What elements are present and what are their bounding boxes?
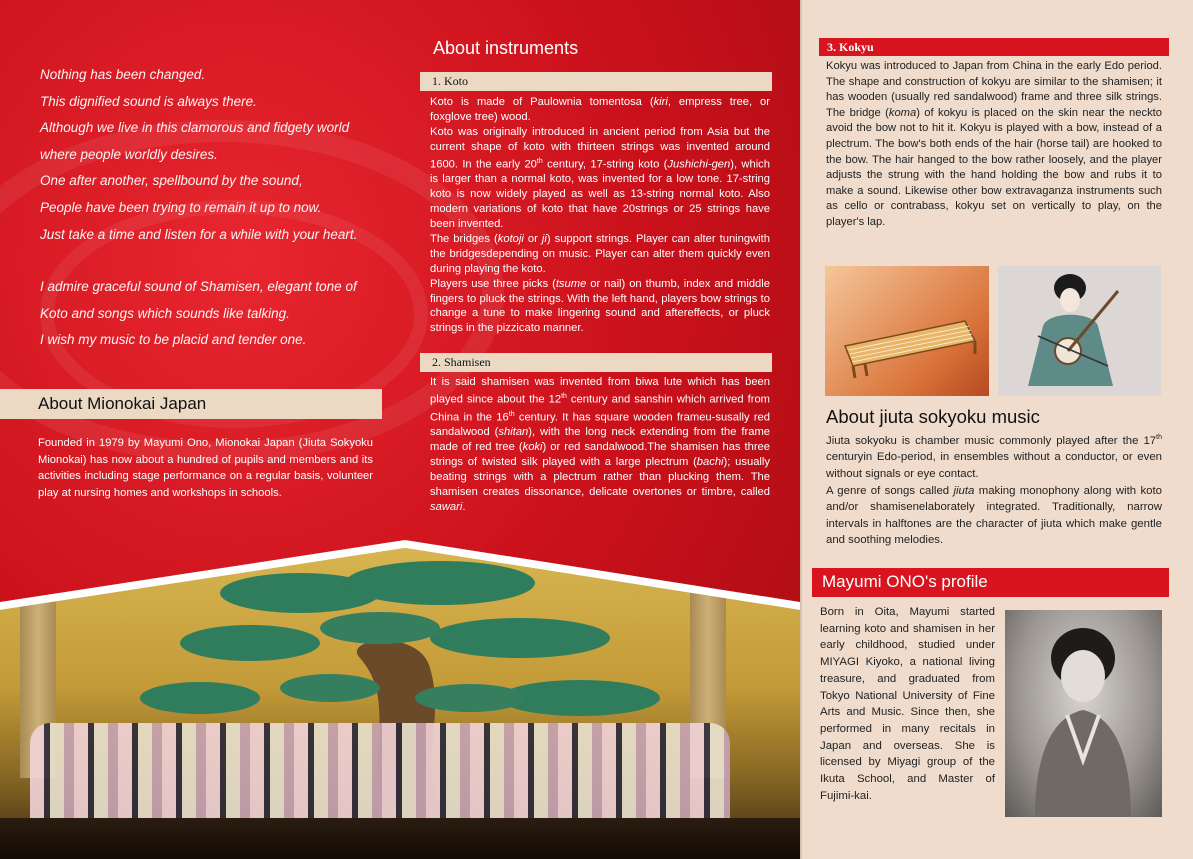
poem-line: I admire graceful sound of Shamisen, elegant tone of xyxy=(40,279,357,295)
about-mionokai-heading-band xyxy=(0,389,382,419)
portrait-silhouette xyxy=(1005,610,1162,817)
koto-p4: Players use three picks (tsume or nail) on thumb, index and middle fingers to pluck the strings. With the left hand, players bow strings to change a tune to make lingering sound and aftereffects, or pluck strings in the pizzicato manner. xyxy=(430,277,770,335)
profile-body xyxy=(820,604,995,804)
mayumi-ono-portrait xyxy=(1005,610,1162,817)
about-mionokai-body xyxy=(38,435,373,501)
koto-illustration xyxy=(825,266,989,396)
poem-line: Nothing has been changed. xyxy=(40,67,206,82)
shamisen-heading: 2. Shamisen xyxy=(432,355,491,369)
kokyu-player-icon xyxy=(998,266,1161,396)
poem-line: Just take a time and listen for a while with your heart. xyxy=(40,226,358,242)
poem-line: Koto and songs which sounds like talking. xyxy=(40,305,290,321)
shamisen-heading-band xyxy=(420,353,772,372)
instruments-title: About instruments xyxy=(433,38,579,58)
jiuta-body xyxy=(826,430,1162,549)
profile-text: Born in Oita, Mayumi started learning koto and shamisen in her early childhood, studied under MIYAGI Kiyoko, a national living treasure, and graduated from Tokyo National University of Fine Arts and Music. Since then, she performed in many recitals in Japan and overseas. She is licensed by Miyagi group of the Ikuta School, and Master of Fujimi-kai. xyxy=(820,606,995,802)
poem xyxy=(40,62,390,354)
stage-floor xyxy=(0,818,800,859)
jiuta-p1: Jiuta sokyoku is chamber music commonly played after the 17th centuryin Edo-period, in ensembles without a conductor, or even without signals or eye contact. xyxy=(826,434,1162,480)
concert-photo xyxy=(0,548,800,859)
about-mionokai-title: About Mionokai Japan xyxy=(38,394,207,413)
kokyu-player-illustration xyxy=(998,266,1161,396)
profile-title: Mayumi ONO's profile xyxy=(822,572,988,591)
profile-heading-band xyxy=(812,568,1169,597)
kokyu-heading: 3. Kokyu xyxy=(827,40,874,54)
about-mionokai-text: Founded in 1979 by Mayumi Ono, Mionokai Japan (Jiuta Sokyoku Mionokai) has now about a hundred of pupils and members and its activities including stage performance on a regular basis, volunteer play at nursing homes and workshops in schools. xyxy=(38,437,373,499)
shamisen-text: It is said shamisen was invented from biwa lute which has been played since about the 12th century and sanshin which arrived from China in the 16th century. It has square wooden frameu-susally red sandalwood (shitan), with the long neck extending from the frame made of red tree (koki) or red sandalwood.The shamisen has three strings of twisted silk played with a large plectrum (bachi); usually beating strings with a plectrum rather than plucking them. The shamisen creates dissonance, delicate overtones or timbre, called sawari. xyxy=(430,376,771,513)
poem-line: One after another, spellbound by the sound, xyxy=(40,173,303,189)
kokyu-body xyxy=(826,59,1162,231)
poem-line: I wish my music to be placid and tender one. xyxy=(40,332,307,348)
right-beige-panel xyxy=(800,0,1193,859)
shamisen-body xyxy=(430,375,770,515)
koto-heading: 1. Koto xyxy=(432,74,468,88)
koto-p2: Koto was originally introduced in ancient period from Asia but the current shape of koto with thirteen strings was invented around 1600. In the early 20th century, 17-string koto (Jushichi-gen), which is larger than a normal koto, was invented for a low tone. 17-string koto is now widely played as well as 13-string normal koto. Also modern variations of koto that have 20strings or 25 strings have been invented. xyxy=(430,125,770,230)
poem-line: where people worldly desires. xyxy=(40,146,218,162)
koto-body xyxy=(430,95,770,336)
koto-icon xyxy=(825,266,989,396)
jiuta-title: About jiuta sokyoku music xyxy=(826,406,1040,427)
performers xyxy=(30,723,730,818)
koto-p3: The bridges (kotoji or ji) support strings. Player can alter tuningwith the bridgesdepending on music. Player can alter them quickly even during playing the koto. xyxy=(430,232,770,275)
poem-line: Although we live in this clamorous and fidgety world xyxy=(40,120,350,136)
koto-heading-band xyxy=(420,72,772,91)
jiuta-p2: A genre of songs called jiuta making monophony along with koto and/or shamisenelaborately integrated. Traditionally, narrow intervals in halftones are the character of jiuta which make gentle and soothing melodies. xyxy=(826,484,1162,547)
poem-line: This dignified sound is always there. xyxy=(40,93,257,109)
kokyu-heading-band xyxy=(819,38,1169,56)
poem-line: People have been trying to remain it up to now. xyxy=(40,199,322,215)
koto-p1: Koto is made of Paulownia tomentosa (kiri, empress tree, or foxglove tree) wood. xyxy=(430,96,770,123)
kokyu-text: Kokyu was introduced to Japan from China in the early Edo period. The shape and construction of kokyu are similar to the shamisen; it has wooden (usually red sandalwood) frame and three silk strings. The bridge (koma) of kokyu is placed on the skin near the neckto avoid the bow not to hit it. Kokyu is played with a bow, instead of a plectrum. The bow's both ends of the hair (horse tail) are hooked to the bow. The hair hanged to the bow rather loosely, and the player adjusts the strung with the hand holding the bow and rubs it to make a sound. Likewise other bow extravaganza instruments such as cello or contrabass, kokyu set on vertically to play, on the player's lap. xyxy=(826,60,1162,228)
